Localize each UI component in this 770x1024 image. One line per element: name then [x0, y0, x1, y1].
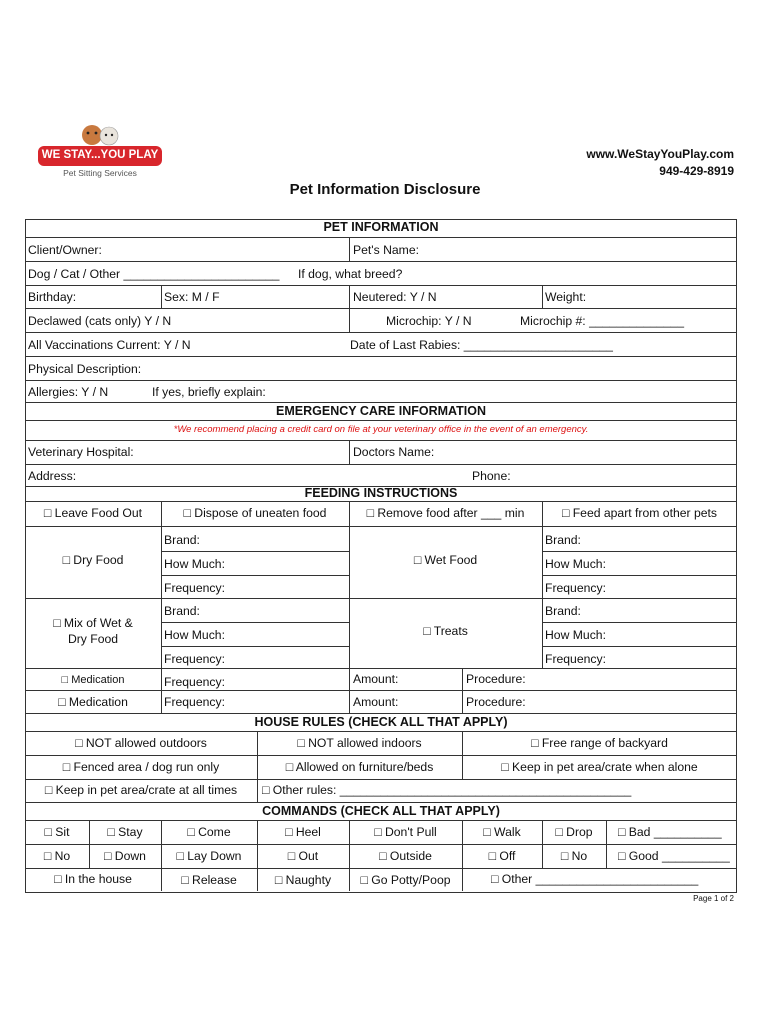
dry-brand-field[interactable]: Brand: [164, 533, 200, 547]
emergency-heading: EMERGENCY CARE INFORMATION [276, 404, 486, 418]
command-come[interactable]: □ Come [187, 825, 231, 839]
declawed-field[interactable]: Declawed (cats only) Y / N [28, 314, 172, 328]
pet-information-heading: PET INFORMATION [323, 220, 439, 234]
logo-subtitle: Pet Sitting Services [63, 168, 137, 178]
wet-food-checkbox[interactable]: □ Wet Food [413, 553, 478, 567]
command-bad[interactable]: □ Bad __________ [618, 825, 722, 839]
allergies-explain-field[interactable]: If yes, briefly explain: [152, 385, 266, 399]
address-field[interactable]: Address: [28, 469, 77, 483]
company-logo [36, 122, 166, 182]
mix-food-label: Dry Food [67, 632, 119, 646]
wet-how-much-field[interactable]: How Much: [545, 557, 606, 571]
command-off[interactable]: □ Off [488, 849, 516, 863]
medication-checkbox-1[interactable]: □ Medication [61, 674, 125, 686]
free-range-backyard-checkbox[interactable]: □ Free range of backyard [531, 736, 668, 750]
remove-food-checkbox[interactable]: □ Remove food after ___ min [366, 506, 525, 520]
doctors-name-field[interactable]: Doctors Name: [353, 445, 435, 459]
command-release[interactable]: □ Release [181, 873, 237, 887]
neutered-field[interactable]: Neutered: Y / N [353, 290, 437, 304]
dispose-food-checkbox[interactable]: □ Dispose of uneaten food [183, 506, 327, 520]
birthday-field[interactable]: Birthday: [28, 290, 77, 304]
website-link[interactable]: www.WeStayYouPlay.com [586, 147, 734, 161]
crate-all-times-checkbox[interactable]: □ Keep in pet area/crate at all times [44, 783, 238, 797]
command-no-2[interactable]: □ No [560, 849, 588, 863]
medication-2-procedure-field[interactable]: Procedure: [466, 695, 526, 709]
command-naughty[interactable]: □ Naughty [274, 873, 332, 887]
command-go-potty[interactable]: □ Go Potty/Poop [360, 873, 451, 887]
mix-how-much-field[interactable]: How Much: [164, 628, 225, 642]
dry-how-much-field[interactable]: How Much: [164, 557, 225, 571]
weight-field[interactable]: Weight: [545, 290, 587, 304]
phone-number: 949-429-8919 [659, 164, 734, 178]
vet-hospital-field[interactable]: Veterinary Hospital: [28, 445, 134, 459]
command-lay-down[interactable]: □ Lay Down [176, 849, 242, 863]
vaccinations-field[interactable]: All Vaccinations Current: Y / N [28, 338, 191, 352]
emergency-note: *We recommend placing a credit card on file at your veterinary office in the event of an emergency. [173, 424, 589, 435]
command-dont-pull[interactable]: □ Don't Pull [374, 825, 437, 839]
command-outside[interactable]: □ Outside [379, 849, 432, 863]
allergies-field[interactable]: Allergies: Y / N [28, 385, 109, 399]
command-down[interactable]: □ Down [104, 849, 146, 863]
not-allowed-outdoors-checkbox[interactable]: □ NOT allowed outdoors [75, 736, 207, 750]
physical-description-field[interactable]: Physical Description: [28, 362, 142, 376]
command-out[interactable]: □ Out [287, 849, 319, 863]
breed-field[interactable]: If dog, what breed? [298, 267, 403, 281]
fenced-area-checkbox[interactable]: □ Fenced area / dog run only [62, 760, 220, 774]
medication-1-amount-field[interactable]: Amount: [353, 672, 399, 686]
command-drop[interactable]: □ Drop [555, 825, 593, 839]
commands-heading: COMMANDS (CHECK ALL THAT APPLY) [262, 804, 500, 818]
treats-brand-field[interactable]: Brand: [545, 604, 581, 618]
command-no[interactable]: □ No [43, 849, 71, 863]
medication-2-frequency-field[interactable]: Frequency: [164, 695, 225, 709]
contact-info [586, 146, 734, 180]
feed-apart-checkbox[interactable]: □ Feed apart from other pets [561, 506, 718, 520]
mix-food-checkbox[interactable]: □ Mix of Wet & [53, 616, 133, 630]
medication-1-frequency-field[interactable]: Frequency: [164, 675, 225, 689]
logo-text: WE STAY...YOU PLAY [41, 149, 159, 161]
page-number: Page 1 of 2 [693, 894, 734, 903]
command-other[interactable]: □ Other ________________________ [491, 872, 699, 886]
treats-checkbox[interactable]: □ Treats [423, 624, 468, 638]
command-in-the-house[interactable]: □ In the house [54, 872, 132, 886]
mix-frequency-field[interactable]: Frequency: [164, 652, 225, 666]
leave-food-out-checkbox[interactable]: □ Leave Food Out [43, 506, 143, 520]
medication-checkbox-2[interactable]: □ Medication [58, 695, 128, 709]
species-field[interactable]: Dog / Cat / Other _______________________ [28, 267, 280, 281]
mix-brand-field[interactable]: Brand: [164, 604, 200, 618]
sex-field[interactable]: Sex: M / F [164, 290, 220, 304]
allowed-furniture-checkbox[interactable]: □ Allowed on furniture/beds [285, 760, 434, 774]
dry-frequency-field[interactable]: Frequency: [164, 581, 225, 595]
command-walk[interactable]: □ Walk [483, 825, 521, 839]
microchip-field[interactable]: Microchip: Y / N [386, 314, 472, 328]
microchip-number-field[interactable]: Microchip #: ______________ [520, 314, 684, 328]
phone-field[interactable]: Phone: [472, 469, 511, 483]
not-allowed-indoors-checkbox[interactable]: □ NOT allowed indoors [297, 736, 422, 750]
client-owner-field[interactable]: Client/Owner: [28, 243, 102, 257]
pets-name-field[interactable]: Pet's Name: [353, 243, 419, 257]
house-rules-heading: HOUSE RULES (CHECK ALL THAT APPLY) [254, 715, 508, 729]
medication-1-procedure-field[interactable]: Procedure: [466, 672, 526, 686]
command-good[interactable]: □ Good __________ [618, 849, 730, 863]
wet-brand-field[interactable]: Brand: [545, 533, 581, 547]
page-title: Pet Information Disclosure [289, 181, 481, 198]
feeding-heading: FEEDING INSTRUCTIONS [304, 486, 458, 500]
wet-frequency-field[interactable]: Frequency: [545, 581, 606, 595]
treats-frequency-field[interactable]: Frequency: [545, 652, 606, 666]
command-sit[interactable]: □ Sit [44, 825, 70, 839]
other-rules-field[interactable]: □ Other rules: ___________________________________________ [262, 783, 632, 797]
crate-when-alone-checkbox[interactable]: □ Keep in pet area/crate when alone [501, 760, 698, 774]
command-heel[interactable]: □ Heel [285, 825, 321, 839]
rabies-date-field[interactable]: Date of Last Rabies: ______________________ [350, 338, 613, 352]
treats-how-much-field[interactable]: How Much: [545, 628, 606, 642]
command-stay[interactable]: □ Stay [107, 825, 143, 839]
medication-2-amount-field[interactable]: Amount: [353, 695, 399, 709]
dry-food-checkbox[interactable]: □ Dry Food [62, 553, 124, 567]
